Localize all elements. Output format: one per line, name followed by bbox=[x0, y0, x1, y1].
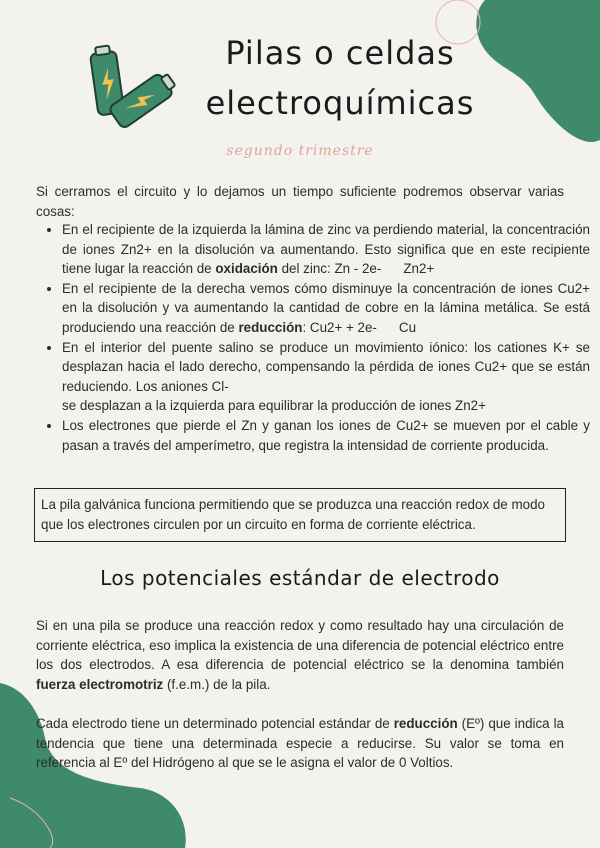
paragraph-potential bbox=[36, 714, 564, 773]
bullet-text: del zinc: Zn - 2e- bbox=[277, 261, 382, 277]
page-title-line-2: electroquímicas bbox=[205, 84, 475, 122]
section-heading: Los potenciales estándar de electrodo bbox=[100, 566, 500, 590]
bullet-text: En el interior del puente salino se produce un movimiento iónico: los cationes K+ se desplazan hacia el lado derecho, compensando la pérdida de iones Cu2+ que se están reduciendo. Los aniones Cl- bbox=[62, 339, 590, 394]
paragraph-emf bbox=[36, 616, 564, 694]
paragraph-bold: reducción bbox=[393, 716, 458, 731]
bullet-text: : Cu2+ + 2e- bbox=[302, 319, 377, 335]
subtitle: segundo trimestre bbox=[226, 143, 374, 159]
paragraph-bold: fuerza electromotriz bbox=[36, 676, 164, 692]
bullet-text: se desplazan a la izquierda para equilibrar la producción de iones Zn2+ bbox=[62, 398, 486, 414]
bullet-text: Los electrones que pierde el Zn y ganan los iones de Cu2+ se mueven por el cable y pasan a través del amperímetro, que registra la intensidad de corriente producida. bbox=[62, 417, 590, 453]
bullet-text: En el recipiente de la derecha vemos cómo disminuye la concentración de iones Cu2+ en la disolución y va aumentando la cantidad de cobre en la lámina metálica. Se está produciendo una reacción de bbox=[62, 280, 590, 335]
list-item bbox=[62, 220, 590, 279]
paragraph-text: Si en una pila se produce una reacción redox y como resultado hay una circulación de corriente eléctrica, eso implica la existencia de una diferencia de potencial eléctrico entre los dos electrodos. A esa diferencia de potencial eléctrico se la denomina también bbox=[36, 618, 564, 673]
bullet-list bbox=[36, 220, 590, 455]
bullet-text: Zn2+ bbox=[403, 261, 435, 277]
bullet-text: En el recipiente de la izquierda la lámina de zinc va perdiendo material, la concentración de iones Zn2+ en la disolución va aumentando. Esto significa que en este recipiente tiene lugar la reacción de bbox=[62, 222, 590, 277]
bullet-text: Cu bbox=[398, 319, 417, 335]
boxed-note: La pila galvánica funciona permitiendo que se produzca una reacción redox de modo que los electrones circulen por un circuito en forma de corriente eléctrica. bbox=[34, 488, 566, 542]
page-title-line-1: Pilas o celdas bbox=[225, 34, 455, 72]
paragraph-text: (f.e.m.) de la pila. bbox=[163, 676, 271, 692]
intro-paragraph: Si cerramos el circuito y lo dejamos un tiempo suficiente podremos observar varias cosas: bbox=[36, 184, 564, 219]
paragraph-text: (Eº) que indica la tendencia que tiene una determinada especie a reducirse. Su valor se toma en referencia al Eº del Hidrógeno al que se le asigna el valor de 0 Voltios. bbox=[36, 716, 565, 771]
bullet-bold: oxidación bbox=[215, 261, 278, 277]
list-item bbox=[62, 338, 590, 416]
top-right-blob bbox=[430, 0, 600, 150]
paragraph-text: Cada electrodo tiene un determinado potencial estándar de bbox=[36, 716, 394, 731]
bullet-bold: reducción bbox=[238, 319, 303, 335]
list-item bbox=[62, 279, 590, 338]
list-item bbox=[62, 416, 590, 455]
